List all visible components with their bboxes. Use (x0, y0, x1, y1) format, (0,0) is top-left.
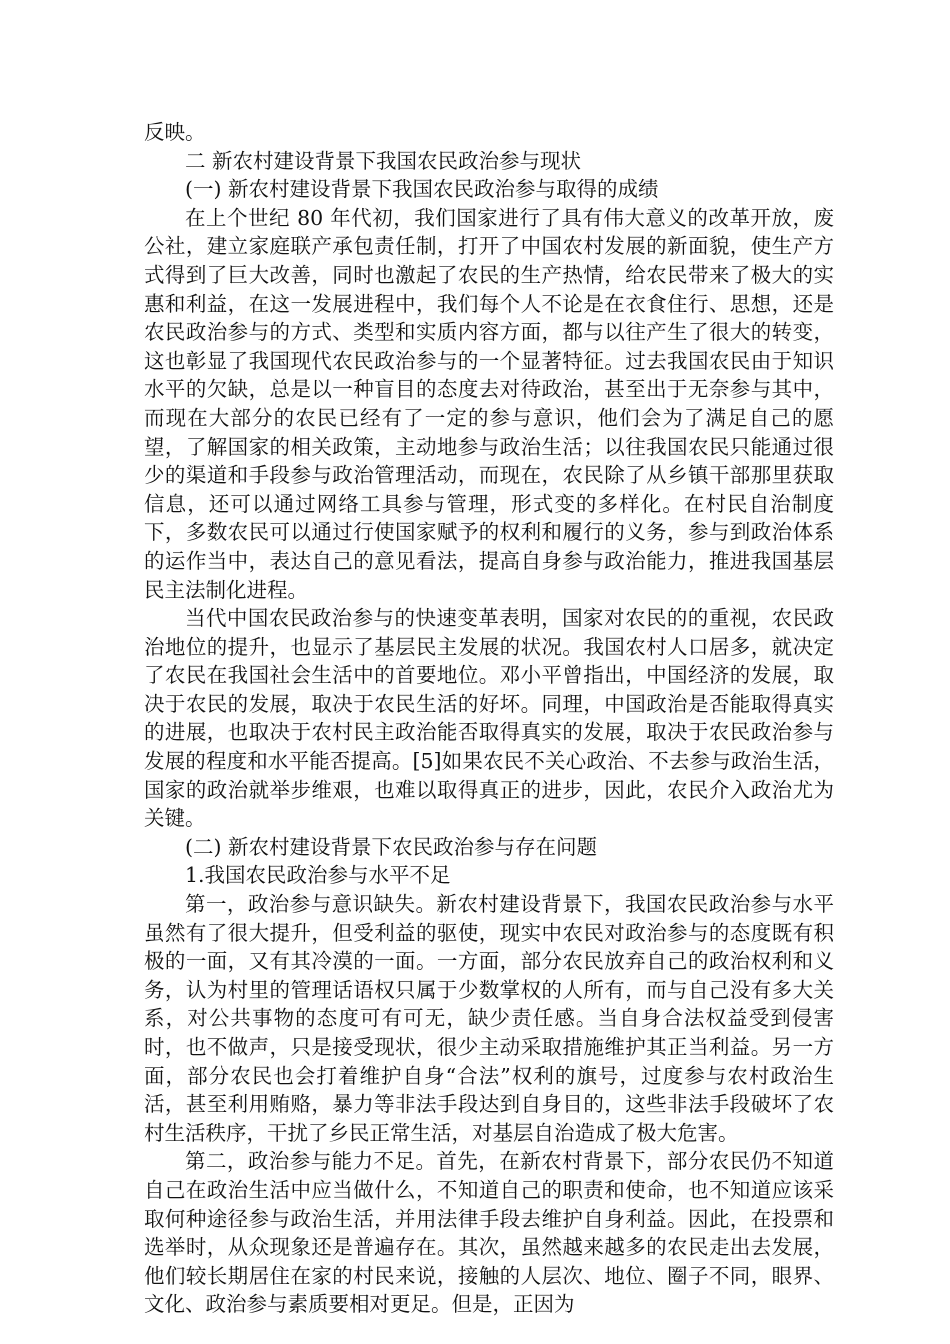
paragraph-4: 第二，政治参与能力不足。首先，在新农村背景下，部分农民仍不知道自己在政治生活中应当做什么，不知道自己的职责和使命，也不知道应该采取何种途径参与政治生活，并用法律手段去维护自身利益。因此，在投票和选举时，从众现象还是普遍存在。其次，虽然越来越多的农民走出去发展，他们较长期居住在家的村民来说，接触的人层次、地位、圈子不同，眼界、文化、政治参与素质要相对更足。但是，正因为 (144, 1149, 834, 1317)
lead-line: 反映。 (144, 120, 206, 144)
subsubsection-heading-1: 1.我国农民政治参与水平不足 (185, 863, 451, 888)
paragraph-2: 当代中国农民政治参与的快速变革表明，国家对农民的的重视，农民政治地位的提升，也显示了基层民主发展的状况。我国农村人口居多，就决定了农民在我国社会生活中的首要地位。邓小平曾指出，中国经济的发展，取决于农民的发展，取决于农民生活的好坏。同理，中国政治是否能取得真实的进展，也取决于农村民主政治能否取得真实的发展，取决于农民政治参与发展的程度和水平能否提高。[5]如果农民不关心政治、不去参与政治生活，国家的政治就举步维艰，也难以取得真正的进步，因此，农民介入政治尤为关键。 (144, 606, 834, 831)
paragraph-1: 在上个世纪 80 年代初，我们国家进行了具有伟大意义的改革开放，废公社，建立家庭联产承包责任制，打开了中国农村发展的新面貌，使生产方式得到了巨大改善，同时也激起了农民的生产热情，给农民带来了极大的实惠和利益，在这一发展进程中，我们每个人不论是在衣食住行、思想，还是农民政治参与的方式、类型和实质内容方面，都与以往产生了很大的转变，这也彰显了我国现代农民政治参与的一个显著特征。过去我国农民由于知识水平的欠缺，总是以一种盲目的态度去对待政治，甚至出于无奈参与其中，而现在大部分的农民已经有了一定的参与意识，他们会为了满足自己的愿望，了解国家的相关政策，主动地参与政治生活；以往我国农民只能通过很少的渠道和手段参与政治管理活动，而现在，农民除了从乡镇干部那里获取信息，还可以通过网络工具参与管理，形式变的多样化。在村民自治制度下，多数农民可以通过行使国家赋予的权利和履行的义务，参与到政治体系的运作当中，表达自己的意见看法，提高自身参与政治能力，推进我国基层民主法制化进程。 (144, 205, 834, 602)
paragraph-3: 第一，政治参与意识缺失。新农村建设背景下，我国农民政治参与水平虽然有了很大提升，但受利益的驱使，现实中农民对政治参与的态度既有积极的一面，又有其冷漠的一面。一方面，部分农民放弃自己的政治权利和义务，认为村里的管理话语权只属于少数掌权的人所有，而与自己没有多大关系，对公共事物的态度可有可无，缺少责任感。当自身合法权益受到侵害时，也不做声，只是接受现状，很少主动采取措施维护其正当利益。另一方面，部分农民也会打着维护自身“合法”权利的旗号，过度参与农村政治生活，甚至利用贿赂，暴力等非法手段达到自身目的，这些非法手段破坏了农村生活秩序，干扰了乡民正常生活，对基层自治造成了极大危害。 (144, 892, 834, 1145)
document-page (144, 118, 834, 1319)
section-heading: 二 新农村建设背景下我国农民政治参与现状 (185, 148, 582, 173)
subsection-heading-1: (一) 新农村建设背景下我国农民政治参与取得的成绩 (185, 177, 659, 202)
subsection-heading-2: (二) 新农村建设背景下农民政治参与存在问题 (185, 834, 598, 859)
